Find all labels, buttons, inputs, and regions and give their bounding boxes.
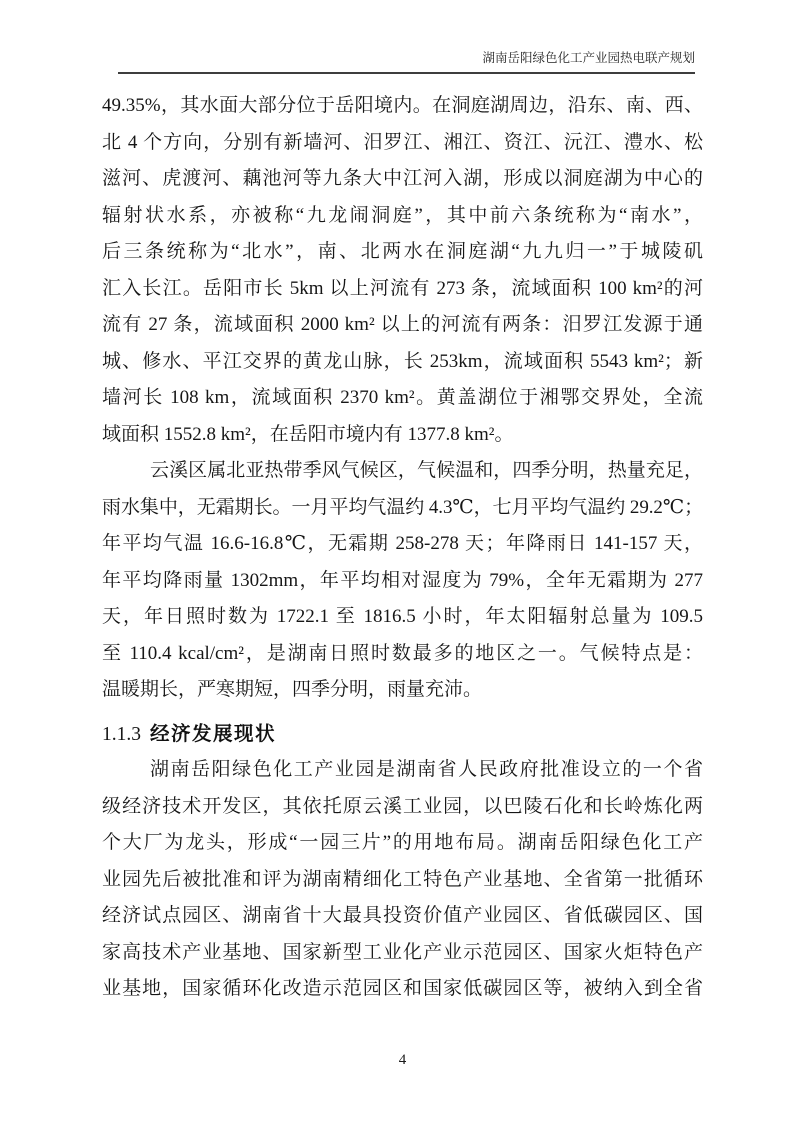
text-line: 温暖期长，严寒期短，四季分明，雨量充沛。 [102,679,483,700]
page-footer [102,1051,703,1069]
text-line: 级经济技术开发区，其依托原云溪工业园，以巴陵石化和长岭炼化两 [102,795,703,817]
text-line: 北 4 个方向，分别有新墙河、汨罗江、湘江、资江、沅江、澧水、松 [102,131,703,153]
text-line: 湖南岳阳绿色化工产业园是湖南省人民政府批准设立的一个省 [150,759,703,780]
text-line: 天，年日照时数为 1722.1 至 1816.5 小时，年太阳辐射总量为 109.5 [102,606,703,627]
section-number: 1.1.3 [102,723,141,745]
text-line: 辐射状水系，亦被称“九龙闹洞庭”，其中前六条统称为“南水”， [102,204,703,226]
text-line: 年平均气温 16.6-16.8℃，无霜期 258-278 天；年降雨日 141-157 天， [102,533,703,554]
text-line: 家高技术产业基地、国家新型工业化产业示范园区、国家火炬特色产 [102,941,703,963]
text-line: 至 110.4 kcal/cm²，是湖南日照时数最多的地区之一。气候特点是： [102,642,703,664]
text-line: 个大厂为龙头，形成“一园三片”的用地布局。湖南岳阳绿色化工产 [102,832,703,853]
text-line: 业园先后被批准和评为湖南精细化工特色产业基地、全省第一批循环 [102,868,703,890]
text-line: 后三条统称为“北水”，南、北两水在洞庭湖“九九归一”于城陵矶 [102,241,703,262]
paragraph [102,88,703,453]
header-rule [118,72,695,74]
text-line: 49.35%，其水面大部分位于岳阳境内。在洞庭湖周边，沿东、南、西、 [102,95,703,116]
page-number: 4 [398,1052,407,1068]
text-line: 年平均降雨量 1302mm，年平均相对湿度为 79%，全年无霜期为 277 [102,569,703,591]
text-line: 域面积 1552.8 km²，在岳阳市境内有 1377.8 km²。 [102,423,514,445]
text-line: 城、修水、平江交界的黄龙山脉，长 253km，流域面积 5543 km²；新 [102,350,703,372]
document-body [102,88,703,1008]
text-line: 雨水集中，无霜期长。一月平均气温约 4.3℃，七月平均气温约 29.2℃； [102,496,703,518]
text-line: 滋河、虎渡河、藕池河等九条大中江河入湖，形成以洞庭湖为中心的 [102,168,703,189]
header-title: 湖南岳阳绿色化工产业园热电联产规划 [482,51,695,65]
paragraph [102,453,703,709]
text-line: 汇入长江。岳阳市长 5km 以上河流有 273 条，流域面积 100 km²的河 [102,277,703,299]
section-title: 经济发展现状 [150,722,277,745]
text-line: 墙河长 108 km，流域面积 2370 km²。黄盖湖位于湘鄂交界处，全流 [102,387,703,408]
section-heading [102,716,703,753]
page-header [118,0,695,74]
paragraph [102,752,703,1008]
text-line: 云溪区属北亚热带季风气候区，气候温和，四季分明，热量充足， [150,460,703,481]
text-line: 流有 27 条，流域面积 2000 km² 以上的河流有两条：汨罗江发源于通 [102,314,703,335]
text-line: 经济试点园区、湖南省十大最具投资价值产业园区、省低碳园区、国 [102,905,703,926]
text-line: 业基地，国家循环化改造示范园区和国家低碳园区等，被纳入到全省 [102,978,703,999]
